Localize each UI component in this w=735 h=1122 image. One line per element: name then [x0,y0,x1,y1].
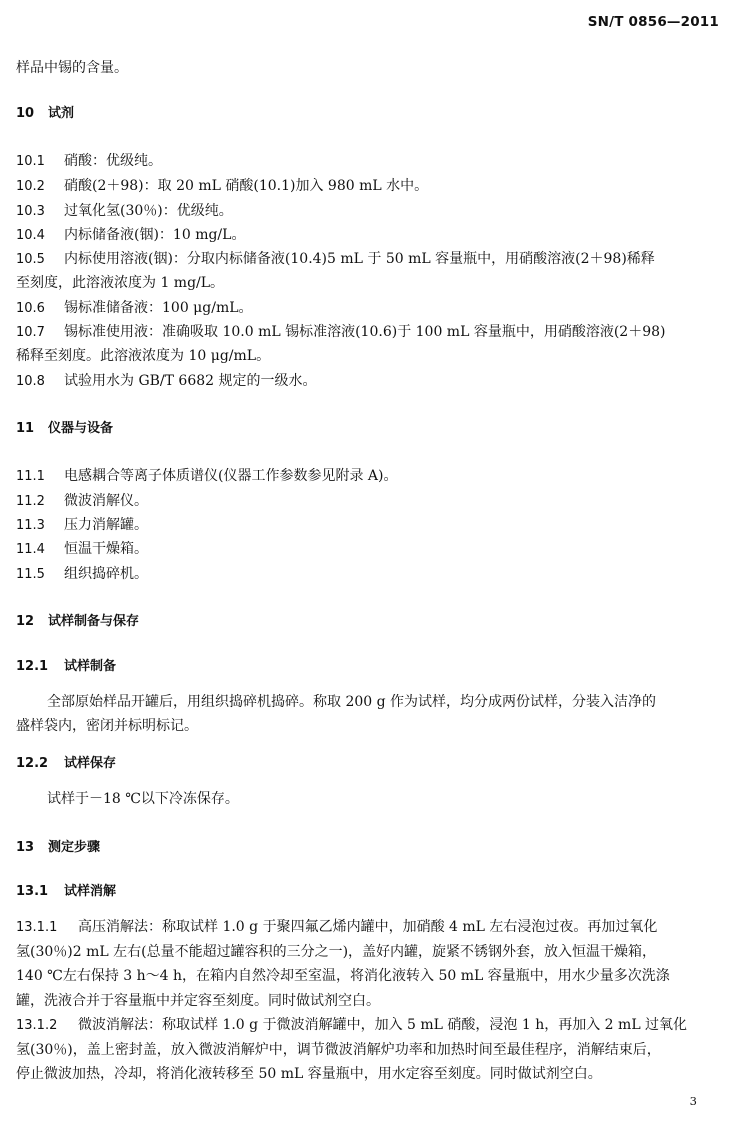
list-item [16,369,719,394]
item-number: 13.1.1 [16,920,58,935]
section-title: 仪器与设备 [48,421,114,436]
item-number: 10.4 [16,228,45,243]
list-item [16,223,719,248]
standard-code: SN/T 0856—2011 [587,14,719,30]
paragraph-line [16,1013,719,1038]
section-title: 测定步骤 [48,840,101,855]
item-number: 11.5 [16,567,45,582]
list-item [16,320,719,345]
section-number: 13 [16,840,35,855]
item-text: 锡标准储备液：100 μg/mL。 [64,300,253,316]
subsection-title: 试样保存 [64,756,117,771]
item-continuation: 稀释至刻度。此溶液浓度为 10 μg/mL。 [16,348,271,364]
section-11-heading [16,417,719,441]
item-number: 10.7 [16,325,45,340]
item-continuation: 至刻度，此溶液浓度为 1 mg/L。 [16,275,225,291]
item-text: 锡标准使用液：准确吸取 10.0 mL 锡标准溶液(10.6)于 100 mL 容量瓶中，用硝酸溶液(2＋98) [64,324,666,340]
item-text: 过氧化氢(30％)：优级纯。 [64,203,233,219]
section-number: 11 [16,421,35,436]
item-text: 试验用水为 GB/T 6682 规定的一级水。 [64,373,317,389]
subsection-number: 12.2 [16,756,49,771]
item-text: 硝酸：优级纯。 [64,153,162,169]
item-number: 11.2 [16,494,45,509]
item-number: 13.1.2 [16,1018,58,1033]
paragraph-line: 全部原始样品开罐后，用组织捣碎机捣碎。称取 200 g 作为试样，均分成两份试样，分装入洁净的 [47,694,657,710]
section-12-heading [16,610,719,634]
intro-line: 样品中锡的含量。 [16,60,128,76]
paragraph-line: 停止微波加热，冷却，将消化液转移至 50 mL 容量瓶中，用水定容至刻度。同时做试剂空白。 [16,1066,602,1082]
section-number: 12 [16,614,35,629]
list-item [16,562,719,587]
item-text: 恒温干燥箱。 [64,541,148,557]
paragraph-line: 罐，洗液合并于容量瓶中并定容至刻度。同时做试剂空白。 [16,993,380,1009]
paragraph-line: 140 ℃左右保持 3 h～4 h，在箱内自然冷却至室温，将消化液转入 50 mL 容量瓶中，用水少量多次洗涤 [16,968,670,984]
item-number: 10.8 [16,374,45,389]
list-item [16,149,719,174]
item-number: 10.1 [16,154,45,169]
subsection-title: 试样制备 [64,659,117,674]
item-number: 11.3 [16,518,45,533]
paragraph-line: 试样于－18 ℃以下冷冻保存。 [47,791,239,807]
list-item [16,247,719,272]
section-title: 试剂 [48,106,75,121]
section-title: 试样制备与保存 [48,614,140,629]
page-number: 3 [689,1094,697,1108]
subsection-13-1-heading [16,880,719,904]
list-item [16,464,719,489]
item-number: 10.3 [16,204,45,219]
list-item [16,513,719,538]
list-item [16,489,719,514]
item-number: 11.1 [16,469,45,484]
item-text: 组织捣碎机。 [64,566,148,582]
list-item [16,296,719,321]
subsection-12-2-heading [16,752,719,776]
section-10-heading [16,102,719,126]
subsection-number: 13.1 [16,884,49,899]
item-text: 微波消解法：称取试样 1.0 g 于微波消解罐中，加入 5 mL 硝酸，浸泡 1 h，再加入 2 mL 过氧化 [78,1017,688,1033]
item-text: 硝酸(2＋98)：取 20 mL 硝酸(10.1)加入 980 mL 水中。 [64,178,429,194]
paragraph-line [16,915,719,940]
item-text: 内标使用溶液(铟)：分取内标储备液(10.4)5 mL 于 50 mL 容量瓶中，用硝酸溶液(2＋98)稀释 [64,251,655,267]
paragraph-line: 氢(30％)2 mL 左右(总量不能超过罐容积的三分之一)，盖好内罐，旋紧不锈钢外套，放入恒温干燥箱， [16,944,657,960]
list-item [16,537,719,562]
item-text: 微波消解仪。 [64,493,148,509]
subsection-12-1-heading [16,655,719,679]
item-text: 电感耦合等离子体质谱仪(仪器工作参数参见附录 A)。 [64,468,398,484]
item-text: 高压消解法：称取试样 1.0 g 于聚四氟乙烯内罐中，加硝酸 4 mL 左右浸泡过夜。再加过氧化 [78,919,658,935]
list-item [16,174,719,199]
item-number: 10.6 [16,301,45,316]
item-text: 压力消解罐。 [64,517,148,533]
paragraph-line: 盛样袋内，密闭并标明标记。 [16,718,198,734]
item-number: 11.4 [16,542,45,557]
subsection-number: 12.1 [16,659,49,674]
list-item [16,199,719,224]
paragraph-line: 氢(30％)，盖上密封盖，放入微波消解炉中，调节微波消解炉功率和加热时间至最佳程序，消解结束后， [16,1042,661,1058]
subsection-title: 试样消解 [64,884,117,899]
item-number: 10.2 [16,179,45,194]
section-number: 10 [16,106,35,121]
item-text: 内标储备液(铟)：10 mg/L。 [64,227,246,243]
section-13-heading [16,836,719,860]
item-number: 10.5 [16,252,45,267]
